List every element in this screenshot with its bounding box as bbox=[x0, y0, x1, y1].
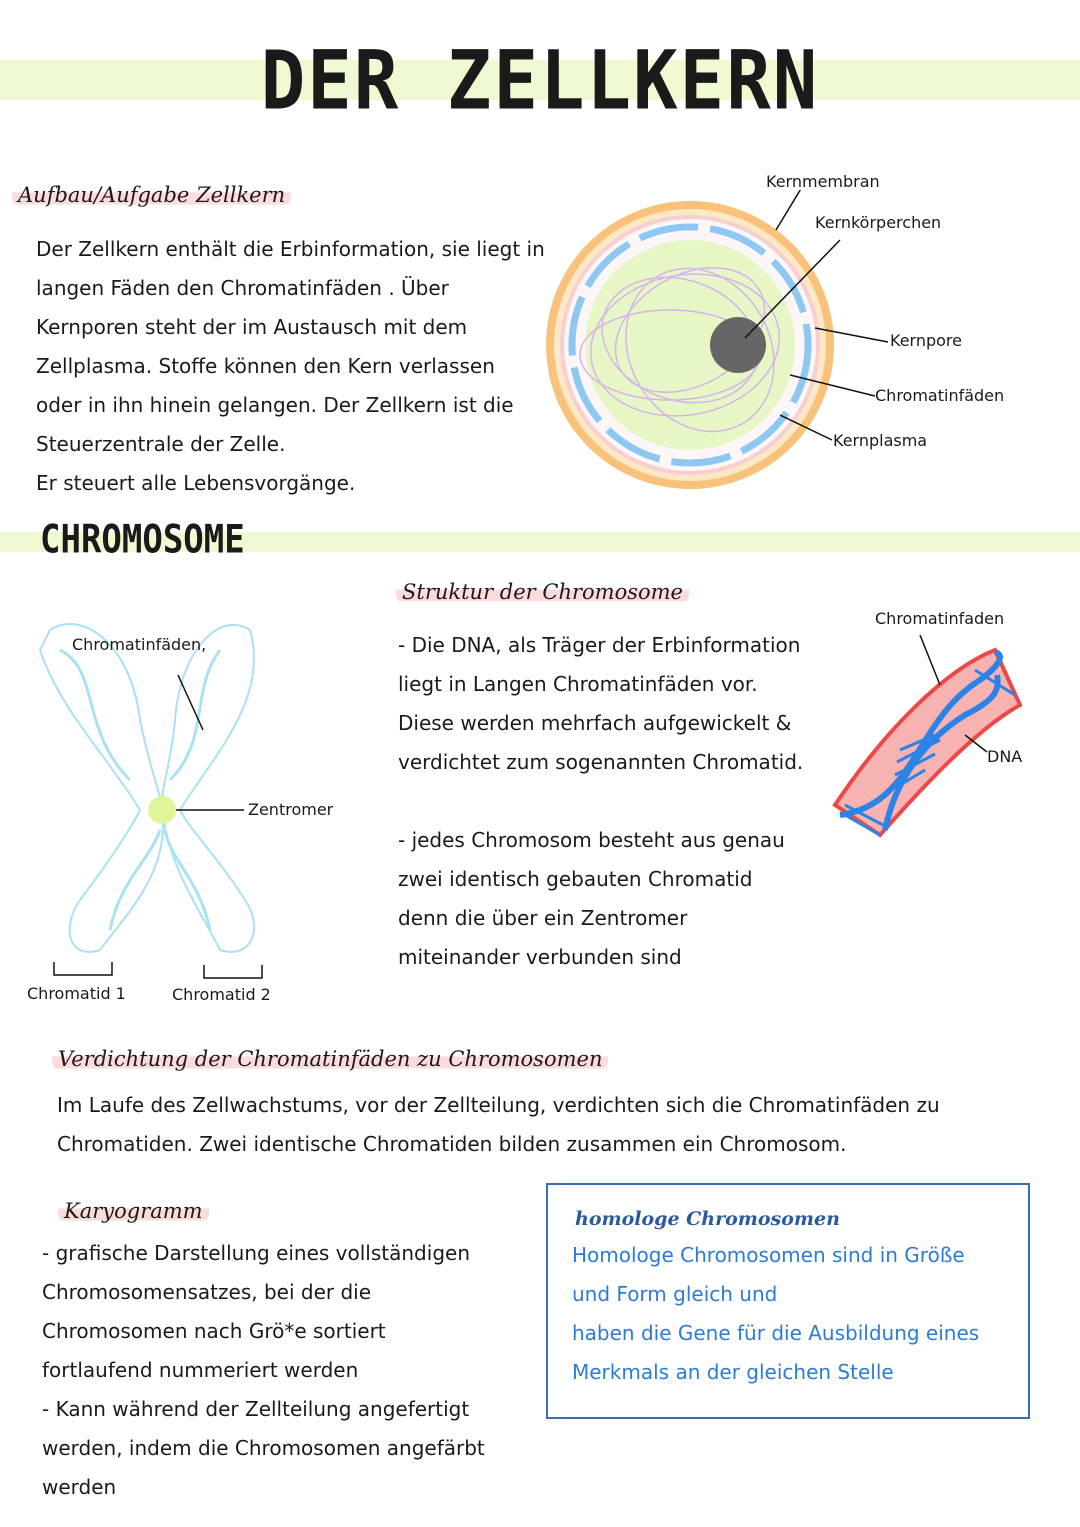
label-chromatinfaeden: Chromatinfäden bbox=[875, 386, 1005, 405]
label-zentromer: Zentromer bbox=[248, 800, 334, 819]
text-line: Merkmals an der gleichen Stelle bbox=[572, 1360, 894, 1384]
homolog-heading: homologe Chromosomen bbox=[575, 1208, 840, 1230]
text-line: verdichtet zum sogenannten Chromatid. bbox=[398, 750, 804, 774]
text-line: Steuerzentrale der Zelle. bbox=[36, 432, 286, 456]
text-line: Chromosomen nach Grö*e sortiert bbox=[42, 1319, 386, 1343]
label-chromatinfaeden-x: Chromatinfäden, bbox=[72, 635, 207, 654]
label-kernpore: Kernpore bbox=[890, 331, 962, 350]
text-line: denn die über ein Zentromer bbox=[398, 906, 688, 930]
page-title: DER ZELLKERN bbox=[260, 33, 820, 129]
text-line: Diese werden mehrfach aufgewickelt & bbox=[398, 711, 792, 735]
text-line: fortlaufend nummeriert werden bbox=[42, 1358, 359, 1382]
text-line: Kernporen steht der im Austausch mit dem bbox=[36, 315, 468, 339]
text-line: - Die DNA, als Träger der Erbinformation bbox=[398, 633, 801, 657]
text-line: Der Zellkern enthält die Erbinformation, sie liegt in bbox=[36, 237, 545, 261]
label-chromatid-1: Chromatid 1 bbox=[27, 984, 126, 1003]
homolog-text bbox=[572, 1236, 979, 1392]
struktur-text-1 bbox=[398, 626, 803, 782]
text-line: Homologe Chromosomen sind in Größe bbox=[572, 1243, 965, 1267]
text-line: - grafische Darstellung eines vollständigen bbox=[42, 1241, 470, 1265]
text-line: Er steuert alle Lebensvorgänge. bbox=[36, 471, 356, 495]
aufbau-text bbox=[36, 230, 545, 503]
struktur-text-2 bbox=[398, 821, 785, 977]
label-dna: DNA bbox=[987, 747, 1023, 766]
text-line: und Form gleich und bbox=[572, 1282, 778, 1306]
label-kernmembran: Kernmembran bbox=[766, 172, 880, 191]
karyogramm-text bbox=[42, 1234, 485, 1507]
text-line: Zellplasma. Stoffe können den Kern verlassen bbox=[36, 354, 495, 378]
section-heading-verdichtung: Verdichtung der Chromatinfäden zu Chromosomen bbox=[52, 1047, 608, 1071]
section-heading-aufbau: Aufbau/Aufgabe Zellkern bbox=[12, 183, 291, 207]
text-line: Chromatiden. Zwei identische Chromatiden bilden zusammen ein Chromosom. bbox=[57, 1132, 847, 1156]
label-kernkoerperchen: Kernkörperchen bbox=[815, 213, 942, 232]
text-line: zwei identisch gebauten Chromatid bbox=[398, 867, 753, 891]
text-line: langen Fäden den Chromatinfäden . Über bbox=[36, 276, 449, 300]
section-heading-karyogramm: Karyogramm bbox=[58, 1199, 209, 1223]
text-line: - Kann während der Zellteilung angefertigt bbox=[42, 1397, 470, 1421]
text-line: werden, indem die Chromosomen angefärbt bbox=[42, 1436, 485, 1460]
label-chromatid-2: Chromatid 2 bbox=[172, 985, 271, 1004]
dna-diagram bbox=[825, 630, 1025, 850]
verdichtung-text bbox=[57, 1086, 940, 1164]
text-line: werden bbox=[42, 1475, 117, 1499]
label-kernplasma: Kernplasma bbox=[833, 431, 928, 450]
section-heading-chromosome: CHROMOSOME bbox=[40, 517, 245, 563]
text-line: - jedes Chromosom besteht aus genau bbox=[398, 828, 785, 852]
text-line: Chromosomensatzes, bei der die bbox=[42, 1280, 372, 1304]
section-heading-struktur: Struktur der Chromosome bbox=[396, 580, 689, 604]
text-line: oder in ihn hinein gelangen. Der Zellkern ist die bbox=[36, 393, 514, 417]
text-line: miteinander verbunden sind bbox=[398, 945, 682, 969]
label-chromatinfaden: Chromatinfaden bbox=[875, 609, 1005, 628]
text-line: Im Laufe des Zellwachstums, vor der Zellteilung, verdichten sich die Chromatinfäden zu bbox=[57, 1093, 940, 1117]
nucleus-label-lines bbox=[780, 300, 900, 450]
text-line: liegt in Langen Chromatinfäden vor. bbox=[398, 672, 758, 696]
text-line: haben die Gene für die Ausbildung eines bbox=[572, 1321, 980, 1345]
